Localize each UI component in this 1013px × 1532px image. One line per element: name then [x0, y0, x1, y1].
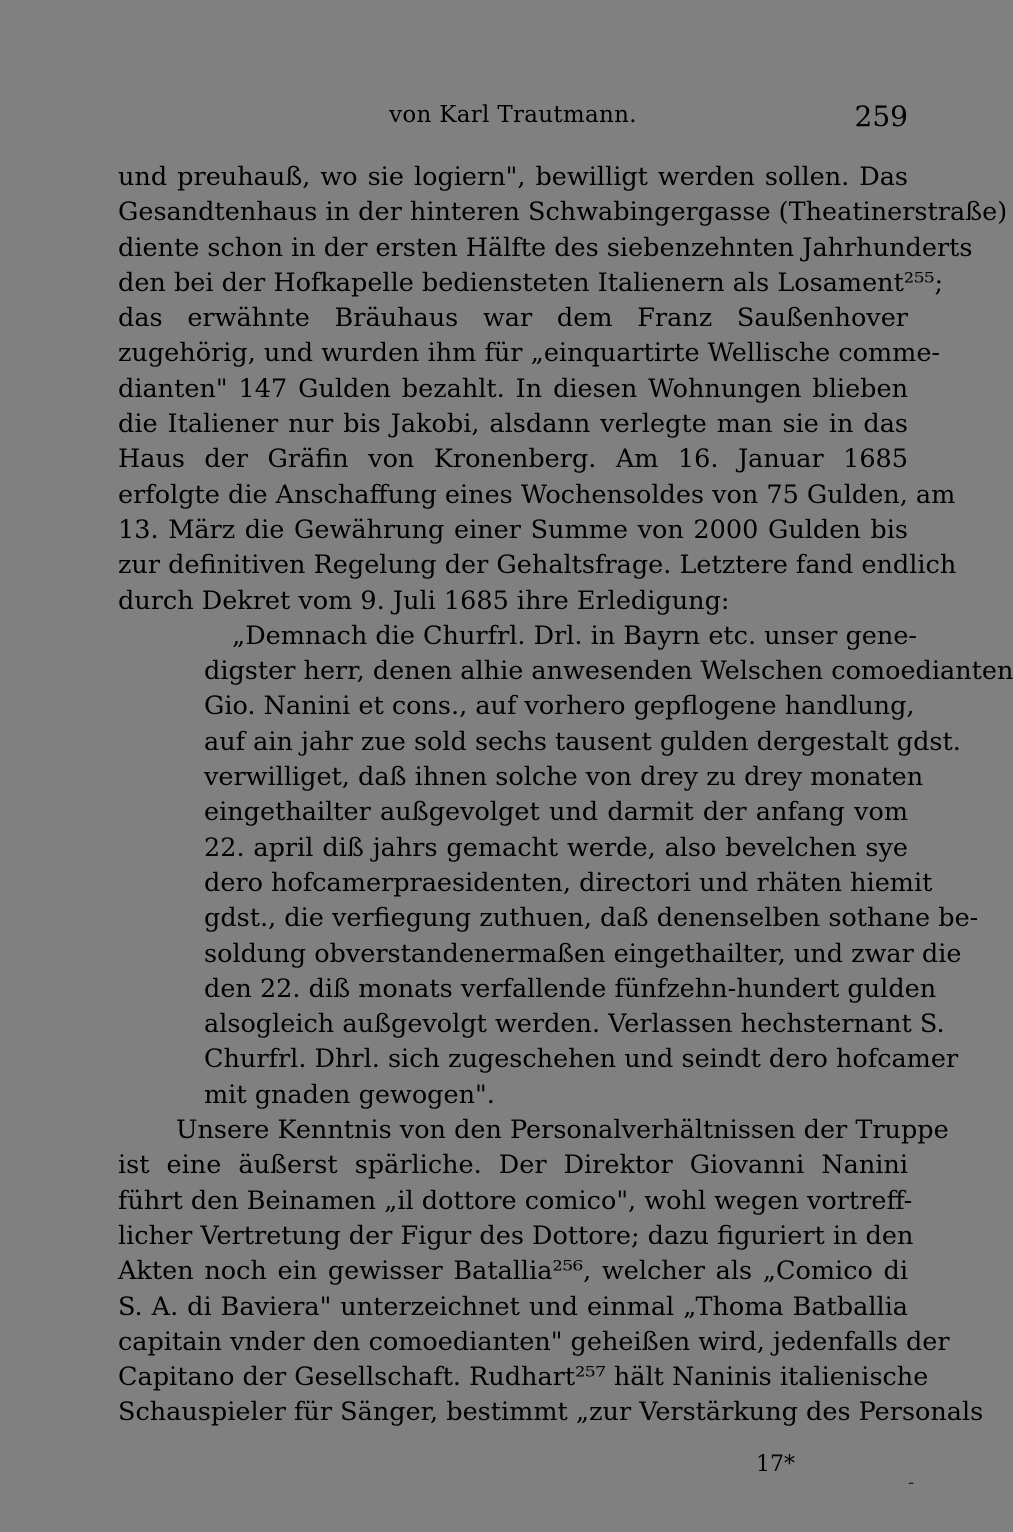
- page-number: 259: [854, 100, 908, 133]
- quote-line: gdst., die verfiegung zuthuen, daß denenselben sothane be-: [204, 903, 979, 934]
- quote-line: mit gnaden gewogen".: [204, 1079, 495, 1110]
- text-line: die Italiener nur bis Jakobi, alsdann verlegte man sie in das: [118, 409, 908, 440]
- quote-line: 22. april diß jahrs gemacht werde, also bevelchen sye: [204, 832, 908, 863]
- text-line: führt den Beinamen „il dottore comico", wohl wegen vortreff-: [118, 1185, 913, 1216]
- quote-line: alsogleich außgevolgt werden. Verlassen hechsternant S.: [204, 1009, 945, 1040]
- text-line: durch Dekret vom 9. Juli 1685 ihre Erledigung:: [118, 585, 730, 616]
- text-line: Capitano der Gesellschaft. Rudhart²⁵⁷ hält Naninis italienische: [118, 1362, 929, 1393]
- quote-line: auf ain jahr zue sold sechs tausent gulden dergestalt gdst.: [204, 726, 961, 757]
- quote-line: dero hofcamerpraesidenten, directori und rhäten hiemit: [204, 867, 933, 898]
- text-line: das erwähnte Bräuhaus war dem Franz Saußenhover: [118, 303, 908, 334]
- text-line: erfolgte die Anschaffung eines Wochensoldes von 75 Gulden, am: [118, 479, 956, 510]
- text-line: capitain vnder den comoedianten" geheißen wird, jedenfalls der: [118, 1326, 950, 1357]
- paragraph-gesandtenhaus: [118, 160, 1008, 619]
- text-line: den bei der Hofkapelle bediensteten Italienern als Losament²⁵⁵;: [118, 267, 944, 298]
- quote-line: eingethailter außgevolget und darmit der anfang vom: [204, 797, 908, 828]
- quote-line: den 22. diß monats verfallende fünfzehn-hundert gulden: [204, 973, 937, 1004]
- text-line: Gesandtenhaus in der hinteren Schwabingergasse (Theatinerstraße): [118, 197, 1008, 228]
- running-head: [118, 100, 908, 136]
- running-title: von Karl Trautmann.: [389, 102, 637, 128]
- printer-signature-mark: 17*: [756, 1452, 795, 1477]
- text-line: diente schon in der ersten Hälfte des siebenzehnten Jahrhunderts: [118, 232, 973, 263]
- text-line: 13. März die Gewährung einer Summe von 2000 Gulden bis: [118, 514, 908, 545]
- text-line: S. A. di Baviera" unterzeichnet und einmal „Thoma Batballia: [118, 1291, 908, 1322]
- paragraph-personal: [118, 1113, 984, 1431]
- decree-quotation: [118, 619, 1013, 1113]
- quote-line: „Demnach die Churfrl. Drl. in Bayrn etc. unser gene-: [232, 620, 918, 651]
- quote-line: soldung obverstandenermaßen eingethailter, und zwar die: [204, 938, 962, 969]
- text-line: Unsere Kenntnis von den Personalverhältnissen der Truppe: [176, 1115, 949, 1146]
- edge-mark: -: [908, 1472, 915, 1493]
- text-line: dianten" 147 Gulden bezahlt. In diesen Wohnungen blieben: [118, 373, 908, 404]
- text-line: licher Vertretung der Figur des Dottore; dazu figuriert in den: [118, 1220, 914, 1251]
- quote-line: digster herr, denen alhie anwesenden Welschen comoedianten: [204, 656, 1013, 687]
- text-line: Schauspieler für Sänger, bestimmt „zur Verstärkung des Personals: [118, 1397, 984, 1428]
- quote-line: verwilliget, daß ihnen solche von drey zu drey monaten: [204, 762, 924, 793]
- text-line: und preuhauß, wo sie logiern", bewilligt werden sollen. Das: [118, 162, 908, 192]
- text-line: zur definitiven Regelung der Gehaltsfrage. Letztere fand endlich: [118, 550, 957, 581]
- text-line: zugehörig, und wurden ihm für „einquartirte Wellische comme-: [118, 338, 941, 369]
- quote-line: Gio. Nanini et cons., auf vorhero gepflogene handlung,: [204, 691, 915, 722]
- body-text: [118, 160, 1013, 1431]
- text-line: Akten noch ein gewisser Batallia²⁵⁶, welcher als „Comico di: [118, 1256, 908, 1287]
- quote-line: Churfrl. Dhrl. sich zugeschehen und seindt dero hofcamer: [204, 1044, 959, 1075]
- text-line: Haus der Gräfin von Kronenberg. Am 16. Januar 1685: [118, 444, 908, 475]
- text-line: ist eine äußerst spärliche. Der Direktor Giovanni Nanini: [118, 1150, 908, 1181]
